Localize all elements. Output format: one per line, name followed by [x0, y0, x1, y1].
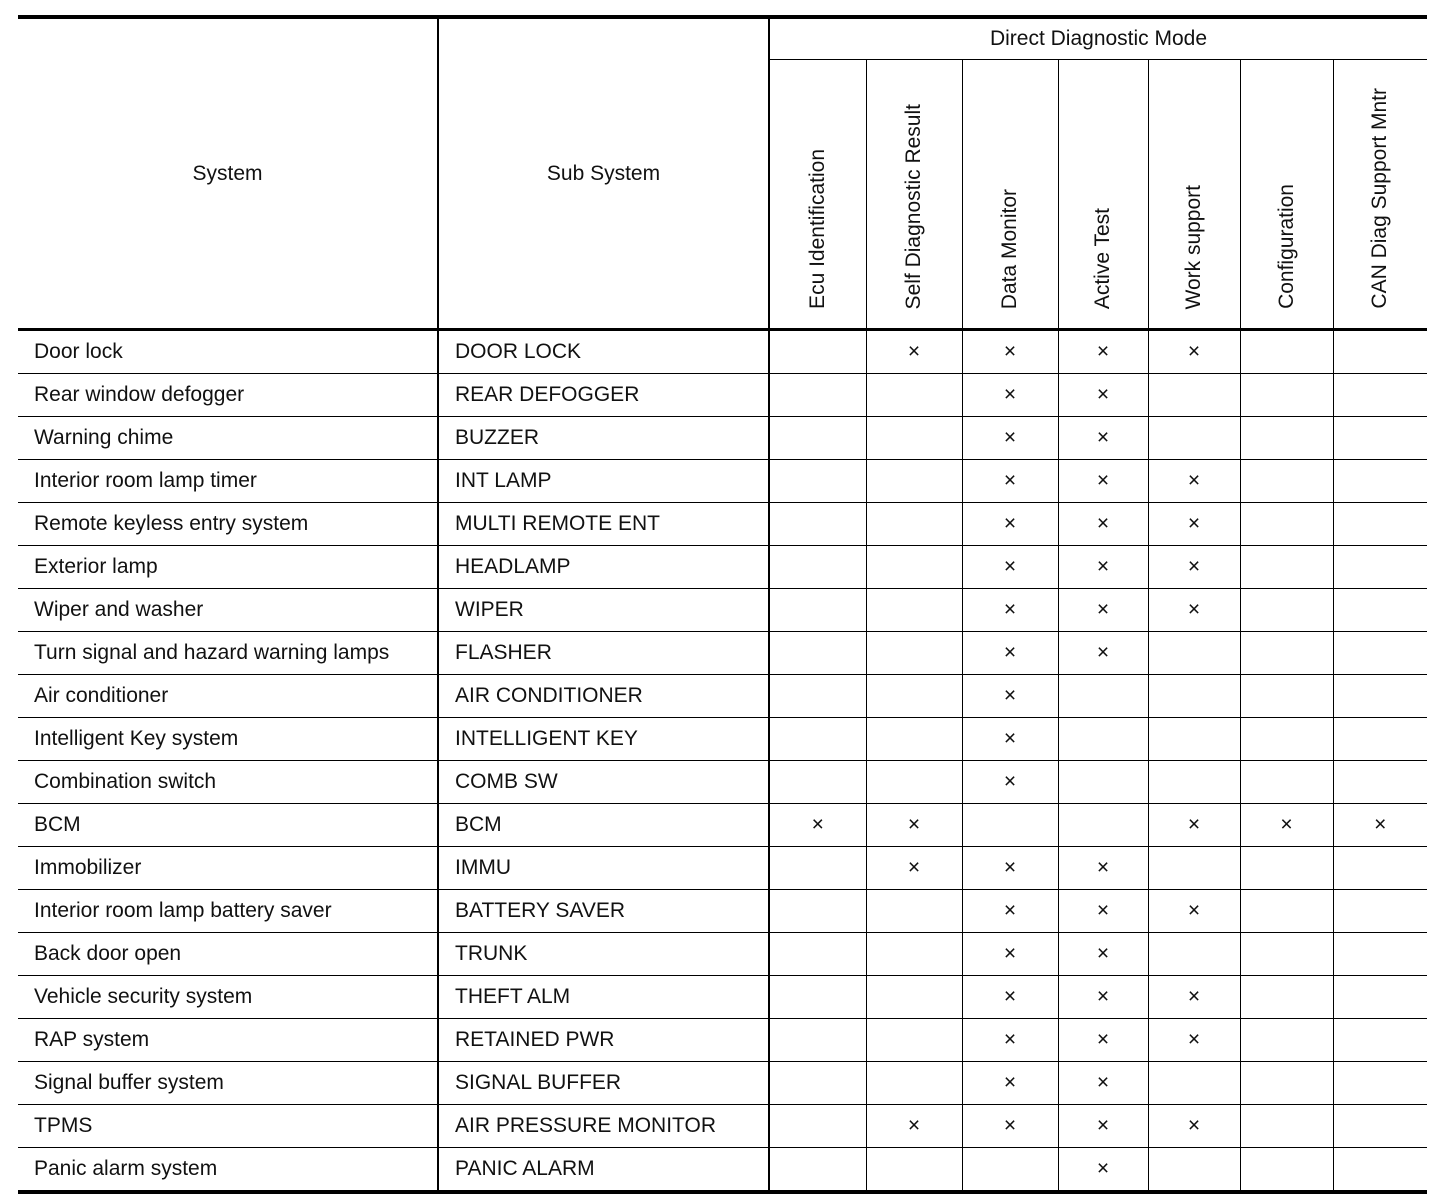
mode-support-cell: ×	[1148, 503, 1240, 546]
mode-support-cell	[866, 976, 962, 1019]
mode-support-cell	[1240, 374, 1333, 417]
mode-support-cell: ×	[1058, 632, 1148, 675]
mode-support-cell	[1240, 1148, 1333, 1193]
sub-system-cell: SIGNAL BUFFER	[438, 1062, 769, 1105]
mode-support-cell	[866, 761, 962, 804]
sub-system-cell: RETAINED PWR	[438, 1019, 769, 1062]
sub-system-cell: AIR PRESSURE MONITOR	[438, 1105, 769, 1148]
table-row	[18, 1148, 1427, 1193]
mode-support-cell	[1333, 503, 1427, 546]
mode-support-cell: ×	[1148, 1105, 1240, 1148]
mode-header-label: Configuration	[1274, 184, 1298, 309]
sub-system-cell: PANIC ALARM	[438, 1148, 769, 1193]
mode-support-cell	[1240, 589, 1333, 632]
mode-support-cell	[1333, 589, 1427, 632]
mode-support-cell: ×	[1148, 330, 1240, 374]
mode-support-cell: ×	[1058, 460, 1148, 503]
table-row	[18, 761, 1427, 804]
mode-support-cell	[769, 976, 866, 1019]
sub-system-column-header: Sub System	[438, 17, 769, 330]
table-row	[18, 933, 1427, 976]
mode-support-cell	[1240, 330, 1333, 374]
mode-support-cell: ×	[769, 804, 866, 847]
mode-support-cell: ×	[1058, 374, 1148, 417]
mode-header-work-support	[1148, 60, 1240, 330]
mode-support-cell: ×	[1058, 890, 1148, 933]
system-cell: Interior room lamp battery saver	[18, 890, 438, 933]
system-cell: TPMS	[18, 1105, 438, 1148]
system-cell: Exterior lamp	[18, 546, 438, 589]
mode-support-cell	[769, 503, 866, 546]
sub-system-cell: WIPER	[438, 589, 769, 632]
mode-support-cell: ×	[866, 804, 962, 847]
mode-support-cell: ×	[962, 675, 1058, 718]
mode-support-cell: ×	[962, 1019, 1058, 1062]
mode-support-cell	[1333, 976, 1427, 1019]
table-row	[18, 546, 1427, 589]
mode-header-can-diag-support-mntr	[1333, 60, 1427, 330]
mode-support-cell: ×	[1058, 976, 1148, 1019]
mode-header-ecu-identification	[769, 60, 866, 330]
sub-system-cell: IMMU	[438, 847, 769, 890]
system-cell: Air conditioner	[18, 675, 438, 718]
table-row	[18, 718, 1427, 761]
mode-support-cell: ×	[962, 718, 1058, 761]
mode-support-cell	[769, 675, 866, 718]
mode-support-cell	[1148, 1062, 1240, 1105]
table-row	[18, 890, 1427, 933]
sub-system-cell: THEFT ALM	[438, 976, 769, 1019]
mode-support-cell	[1240, 933, 1333, 976]
mode-support-cell	[1240, 417, 1333, 460]
system-cell: Signal buffer system	[18, 1062, 438, 1105]
mode-support-cell	[866, 718, 962, 761]
table-row	[18, 847, 1427, 890]
mode-support-cell: ×	[1058, 330, 1148, 374]
mode-support-cell: ×	[1058, 1148, 1148, 1193]
mode-support-cell	[866, 890, 962, 933]
mode-support-cell	[1240, 675, 1333, 718]
mode-header-label: Self Diagnostic Result	[902, 103, 925, 309]
mode-support-cell	[1240, 1019, 1333, 1062]
mode-header-label: Active Test	[1091, 207, 1114, 309]
sub-system-cell: REAR DEFOGGER	[438, 374, 769, 417]
mode-support-cell	[1333, 632, 1427, 675]
mode-support-cell	[1240, 503, 1333, 546]
mode-support-cell: ×	[962, 1062, 1058, 1105]
mode-support-cell	[866, 546, 962, 589]
system-cell: Remote keyless entry system	[18, 503, 438, 546]
mode-support-cell	[769, 718, 866, 761]
mode-support-cell: ×	[1058, 417, 1148, 460]
mode-support-cell	[1240, 1062, 1333, 1105]
system-cell: Back door open	[18, 933, 438, 976]
mode-support-cell: ×	[962, 546, 1058, 589]
mode-support-cell	[1240, 1105, 1333, 1148]
mode-support-cell	[1333, 1062, 1427, 1105]
mode-support-cell	[769, 330, 866, 374]
mode-support-cell	[769, 632, 866, 675]
mode-support-cell: ×	[1148, 589, 1240, 632]
mode-support-cell	[1148, 933, 1240, 976]
mode-support-cell	[769, 374, 866, 417]
table-row	[18, 632, 1427, 675]
table-row	[18, 503, 1427, 546]
mode-support-cell	[769, 460, 866, 503]
table-row	[18, 675, 1427, 718]
mode-support-cell	[1148, 847, 1240, 890]
mode-support-cell: ×	[1058, 1062, 1148, 1105]
mode-support-cell	[769, 1105, 866, 1148]
system-cell: Wiper and washer	[18, 589, 438, 632]
sub-system-cell: BATTERY SAVER	[438, 890, 769, 933]
mode-support-cell: ×	[1333, 804, 1427, 847]
mode-support-cell: ×	[962, 933, 1058, 976]
sub-system-cell: DOOR LOCK	[438, 330, 769, 374]
mode-support-cell: ×	[866, 847, 962, 890]
mode-support-cell	[1240, 847, 1333, 890]
mode-support-cell: ×	[1148, 460, 1240, 503]
mode-header-configuration	[1240, 60, 1333, 330]
mode-support-cell	[1333, 417, 1427, 460]
mode-support-cell	[1148, 761, 1240, 804]
mode-support-cell	[1333, 890, 1427, 933]
mode-support-cell	[1148, 718, 1240, 761]
table-row	[18, 804, 1427, 847]
mode-support-cell	[1148, 675, 1240, 718]
mode-support-cell	[1333, 374, 1427, 417]
table-row	[18, 1105, 1427, 1148]
mode-support-cell	[866, 589, 962, 632]
mode-support-cell	[1333, 330, 1427, 374]
table-row	[18, 589, 1427, 632]
mode-support-cell	[866, 675, 962, 718]
mode-support-cell: ×	[962, 847, 1058, 890]
mode-support-cell: ×	[962, 589, 1058, 632]
mode-support-cell: ×	[962, 632, 1058, 675]
header-row-group	[18, 17, 1427, 60]
mode-support-cell: ×	[962, 1105, 1058, 1148]
system-cell: Panic alarm system	[18, 1148, 438, 1193]
mode-support-cell: ×	[962, 976, 1058, 1019]
sub-system-cell: INT LAMP	[438, 460, 769, 503]
sub-system-cell: BUZZER	[438, 417, 769, 460]
mode-support-cell	[1333, 847, 1427, 890]
mode-support-cell	[1333, 1019, 1427, 1062]
mode-support-cell	[866, 1148, 962, 1193]
mode-header-self-diagnostic-result	[866, 60, 962, 330]
mode-header-label: CAN Diag Support Mntr	[1368, 88, 1392, 309]
mode-support-cell	[1058, 804, 1148, 847]
sub-system-cell: MULTI REMOTE ENT	[438, 503, 769, 546]
mode-support-cell	[769, 761, 866, 804]
table-row	[18, 1062, 1427, 1105]
table-row	[18, 976, 1427, 1019]
mode-support-cell: ×	[962, 374, 1058, 417]
mode-support-cell: ×	[1240, 804, 1333, 847]
mode-support-cell	[769, 933, 866, 976]
table-row	[18, 330, 1427, 374]
mode-support-cell: ×	[962, 890, 1058, 933]
mode-support-cell	[1333, 1148, 1427, 1193]
mode-support-cell	[1240, 546, 1333, 589]
sub-system-cell: INTELLIGENT KEY	[438, 718, 769, 761]
mode-support-cell: ×	[1148, 976, 1240, 1019]
mode-support-cell	[1148, 374, 1240, 417]
mode-support-cell: ×	[1058, 589, 1148, 632]
direct-diagnostic-mode-header: Direct Diagnostic Mode	[769, 17, 1427, 60]
mode-support-cell: ×	[1058, 847, 1148, 890]
mode-support-cell: ×	[962, 460, 1058, 503]
table-header	[18, 17, 1427, 330]
mode-support-cell: ×	[1148, 890, 1240, 933]
sub-system-cell: HEADLAMP	[438, 546, 769, 589]
mode-support-cell	[1333, 718, 1427, 761]
mode-support-cell	[962, 804, 1058, 847]
mode-support-cell	[866, 460, 962, 503]
mode-support-cell	[1148, 1148, 1240, 1193]
system-cell: BCM	[18, 804, 438, 847]
mode-support-cell	[769, 1148, 866, 1193]
mode-support-cell	[1333, 761, 1427, 804]
diagnostic-mode-table	[18, 15, 1427, 1194]
mode-support-cell	[866, 374, 962, 417]
mode-support-cell	[1240, 632, 1333, 675]
mode-header-label: Ecu Identification	[805, 149, 829, 309]
system-cell: Interior room lamp timer	[18, 460, 438, 503]
sub-system-cell: FLASHER	[438, 632, 769, 675]
mode-support-cell: ×	[1148, 546, 1240, 589]
mode-support-cell	[1058, 718, 1148, 761]
system-cell: RAP system	[18, 1019, 438, 1062]
mode-support-cell: ×	[1058, 546, 1148, 589]
mode-header-label: Work support	[1182, 184, 1205, 309]
table-row	[18, 417, 1427, 460]
mode-support-cell	[1058, 675, 1148, 718]
mode-support-cell	[866, 933, 962, 976]
mode-support-cell: ×	[1058, 503, 1148, 546]
mode-support-cell	[1240, 460, 1333, 503]
mode-header-label: Data Monitor	[998, 188, 1021, 309]
system-cell: Warning chime	[18, 417, 438, 460]
sub-system-cell: AIR CONDITIONER	[438, 675, 769, 718]
table-row	[18, 1019, 1427, 1062]
mode-support-cell	[1058, 761, 1148, 804]
mode-support-cell	[769, 1019, 866, 1062]
mode-support-cell: ×	[962, 417, 1058, 460]
mode-support-cell: ×	[962, 330, 1058, 374]
mode-support-cell	[866, 417, 962, 460]
mode-support-cell: ×	[1058, 933, 1148, 976]
mode-support-cell: ×	[962, 761, 1058, 804]
system-cell: Rear window defogger	[18, 374, 438, 417]
system-cell: Door lock	[18, 330, 438, 374]
mode-support-cell	[769, 417, 866, 460]
mode-support-cell	[866, 1062, 962, 1105]
mode-support-cell	[1148, 417, 1240, 460]
mode-support-cell	[1240, 890, 1333, 933]
table-row	[18, 460, 1427, 503]
table-body	[18, 330, 1427, 1193]
mode-support-cell	[1240, 718, 1333, 761]
system-cell: Intelligent Key system	[18, 718, 438, 761]
sub-system-cell: TRUNK	[438, 933, 769, 976]
mode-support-cell	[1333, 1105, 1427, 1148]
mode-support-cell	[1333, 675, 1427, 718]
mode-support-cell	[1333, 933, 1427, 976]
table-row	[18, 374, 1427, 417]
mode-support-cell	[866, 1019, 962, 1062]
mode-support-cell	[962, 1148, 1058, 1193]
system-cell: Vehicle security system	[18, 976, 438, 1019]
mode-support-cell	[769, 1062, 866, 1105]
mode-support-cell	[1148, 632, 1240, 675]
mode-support-cell	[866, 503, 962, 546]
sub-system-cell: COMB SW	[438, 761, 769, 804]
system-column-header: System	[18, 17, 438, 330]
mode-support-cell	[866, 632, 962, 675]
mode-support-cell	[1333, 460, 1427, 503]
mode-support-cell	[769, 890, 866, 933]
mode-header-active-test	[1058, 60, 1148, 330]
system-cell: Immobilizer	[18, 847, 438, 890]
mode-support-cell: ×	[962, 503, 1058, 546]
mode-support-cell	[1240, 761, 1333, 804]
mode-support-cell	[1240, 976, 1333, 1019]
mode-header-data-monitor	[962, 60, 1058, 330]
mode-support-cell	[769, 847, 866, 890]
mode-support-cell	[1333, 546, 1427, 589]
mode-support-cell: ×	[1148, 804, 1240, 847]
mode-support-cell: ×	[1058, 1019, 1148, 1062]
mode-support-cell: ×	[1148, 1019, 1240, 1062]
mode-support-cell	[769, 546, 866, 589]
sub-system-cell: BCM	[438, 804, 769, 847]
mode-support-cell	[769, 589, 866, 632]
mode-support-cell: ×	[866, 330, 962, 374]
system-cell: Turn signal and hazard warning lamps	[18, 632, 438, 675]
system-cell: Combination switch	[18, 761, 438, 804]
mode-support-cell: ×	[1058, 1105, 1148, 1148]
mode-support-cell: ×	[866, 1105, 962, 1148]
